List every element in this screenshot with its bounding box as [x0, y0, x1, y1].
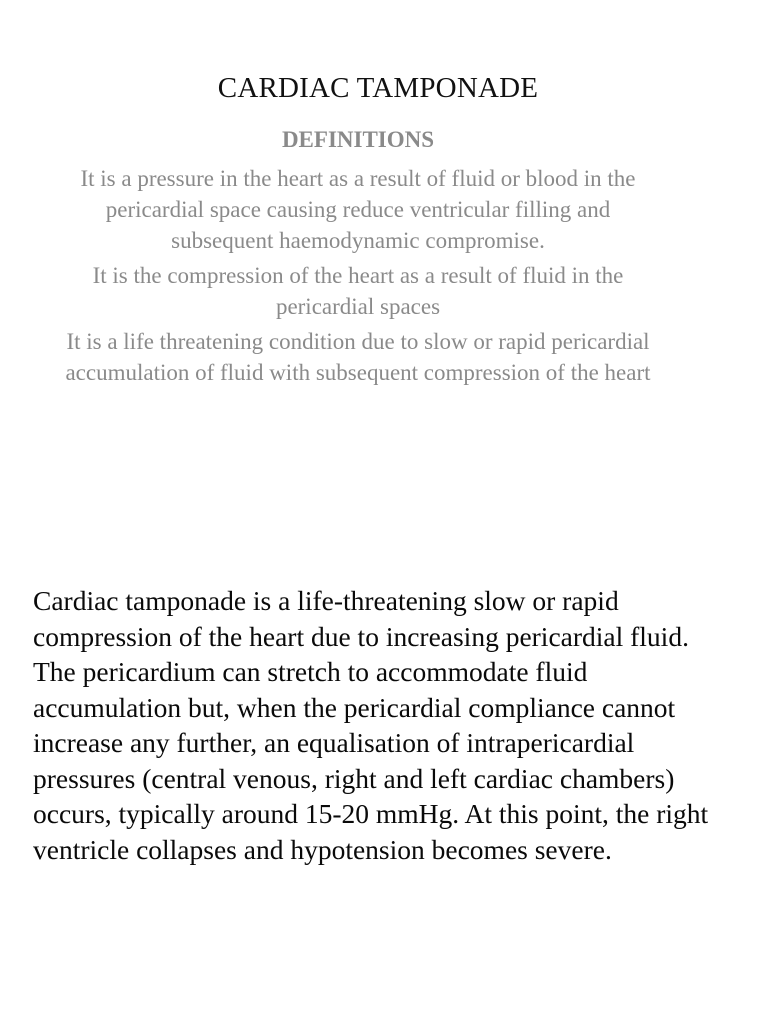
definition-item: It is a pressure in the heart as a result of fluid or blood in the pericardial space causing reduce ventricular filling and subsequent haemodynamic compromise. [80, 166, 636, 253]
definition-item: It is a life threatening condition due to slow or rapid pericardial accumulation of fluid with subsequent compression of the heart [65, 329, 651, 385]
slide-title: CARDIAC TAMPONADE [217, 72, 539, 104]
definition-item: It is the compression of the heart as a result of fluid in the pericardial spaces [92, 263, 624, 319]
notes-paragraph: Cardiac tamponade is a life-threatening slow or rapid compression of the heart due to increasing pericardial fluid. The pericardium can stretch to accommodate fluid accumulation but, when the pericardial compliance cannot increase any further, an equalisation of intrapericardial pressures (central venous, right and left cardiac chambers) occurs, typically around 15-20 mmHg. At this point, the right ventricle collapses and hypotension becomes severe. [33, 585, 709, 865]
definitions-heading: DEFINITIONS [281, 127, 435, 152]
definitions-list [60, 163, 656, 392]
